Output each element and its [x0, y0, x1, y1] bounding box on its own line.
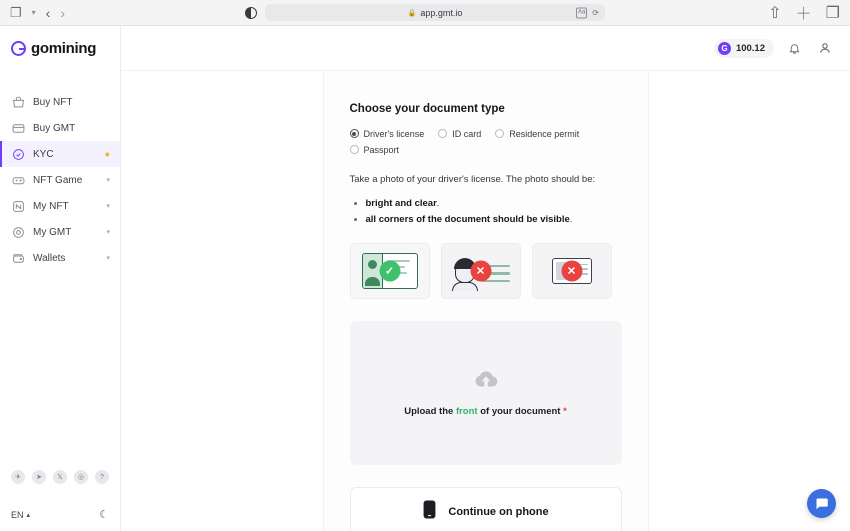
chevron-down-icon[interactable]: ▾ [106, 177, 110, 184]
sidebar-nav [0, 89, 120, 271]
continue-on-phone-label: Continue on phone [448, 505, 549, 518]
doc-type-label: Passport [363, 144, 400, 155]
doc-type-label: ID card [452, 128, 482, 139]
coin-icon [11, 225, 25, 239]
logo[interactable] [0, 26, 120, 71]
sample-good [350, 243, 430, 299]
cross-badge-icon: ✕ [561, 260, 582, 281]
radio-icon[interactable] [350, 145, 359, 154]
upload-dropzone[interactable] [350, 321, 622, 465]
upload-text-after: of your document [477, 405, 564, 417]
chevron-down-icon[interactable]: ▾ [106, 203, 110, 210]
kyc-panel [323, 71, 649, 531]
upload-cloud-icon [473, 369, 499, 394]
moon-icon[interactable]: ☾ [99, 509, 109, 521]
avatar[interactable] [815, 39, 834, 58]
bell-icon[interactable] [786, 40, 803, 57]
requirement-strong: all corners of the document should be visible [365, 213, 570, 225]
app-root [0, 26, 850, 531]
sidebar-item-label: NFT Game [33, 174, 83, 186]
chevron-up-icon: ▴ [26, 511, 31, 519]
twitter-icon[interactable]: 𝕏 [53, 470, 67, 484]
topbar [121, 26, 850, 71]
shield-check-icon [11, 147, 25, 161]
forward-icon[interactable]: › [60, 4, 66, 21]
upload-text-before: Upload the [404, 405, 456, 417]
check-badge-icon: ✓ [379, 260, 400, 281]
address-bar[interactable] [265, 4, 605, 21]
sidebar-footer [0, 470, 120, 531]
sidebar-toggle-icon[interactable]: ❐ [10, 4, 22, 20]
sidebar-item-my-gmt[interactable] [0, 219, 120, 245]
help-icon[interactable]: ? [95, 470, 109, 484]
upload-highlight: front [455, 405, 478, 417]
language-selector[interactable] [11, 510, 30, 520]
gomining-logo-icon [11, 41, 26, 56]
sidebar-item-label: Wallets [33, 252, 66, 264]
address-bar-group [245, 4, 605, 21]
radio-icon[interactable] [438, 129, 447, 138]
language-label: EN [11, 509, 24, 520]
logo-text: gomining [31, 40, 97, 57]
url-text: app.gmt.io [420, 7, 463, 18]
radio-icon[interactable] [350, 129, 359, 138]
radio-icon[interactable] [495, 129, 504, 138]
requirement-rest: . [569, 213, 573, 225]
sidebar-item-my-nft[interactable] [0, 193, 120, 219]
browser-toolbar [0, 0, 850, 26]
chevron-down-icon[interactable]: ▾ [106, 255, 110, 262]
requirement-rest: . [436, 198, 440, 210]
reader-size-icon[interactable]: Aa [576, 7, 587, 18]
sidebar-item-label: Buy GMT [33, 122, 76, 134]
support-chat-button[interactable] [807, 489, 836, 518]
lock-icon: 🔒 [407, 9, 417, 17]
sidebar-item-kyc[interactable] [0, 141, 120, 167]
requirement-strong: bright and clear [365, 198, 437, 210]
discord-icon[interactable]: ◎ [74, 470, 88, 484]
sample-images [350, 243, 622, 299]
share-icon[interactable]: ⇧ [768, 4, 782, 22]
balance-amount: 100.12 [735, 42, 765, 54]
sidebar-item-label: My GMT [33, 226, 72, 238]
doc-type-id-card[interactable] [438, 129, 481, 139]
chevron-down-icon[interactable]: ▾ [31, 8, 36, 17]
requirements-list [350, 196, 622, 226]
chevron-down-icon[interactable]: ▾ [106, 229, 110, 236]
required-mark: * [563, 405, 567, 417]
list-item [366, 196, 622, 211]
bag-icon [11, 95, 25, 109]
sidebar-item-nft-game[interactable] [0, 167, 120, 193]
sidebar-item-buy-gmt[interactable] [0, 115, 120, 141]
reload-icon[interactable]: ⟳ [592, 8, 599, 17]
doc-type-passport[interactable] [350, 145, 400, 155]
sidebar [0, 26, 121, 531]
card-icon [11, 121, 25, 135]
content-scroll [121, 71, 850, 531]
wallet-icon [11, 251, 25, 265]
balance-badge[interactable] [714, 39, 774, 58]
status-dot-icon: ● [104, 149, 110, 159]
send-icon[interactable]: ➤ [32, 470, 46, 484]
sidebar-item-label: KYC [33, 148, 54, 160]
tabs-icon[interactable]: ❐ [825, 4, 840, 22]
doc-type-residence-permit[interactable] [495, 129, 579, 139]
doc-type-label: Residence permit [509, 128, 580, 139]
social-links [11, 470, 109, 484]
document-type-group [350, 129, 622, 155]
back-icon[interactable]: ‹ [45, 4, 51, 21]
sidebar-item-buy-nft[interactable] [0, 89, 120, 115]
new-tab-icon[interactable]: ＋ [795, 6, 812, 23]
gmt-coin-icon: G [718, 42, 731, 55]
sample-bad-cropped [532, 243, 612, 299]
sidebar-item-label: Buy NFT [33, 96, 73, 108]
telegram-icon[interactable]: ✈ [11, 470, 25, 484]
continue-on-phone-button[interactable] [350, 487, 622, 531]
sample-bad-selfie [441, 243, 521, 299]
game-icon [11, 173, 25, 187]
list-item [366, 212, 622, 227]
upload-label [404, 406, 567, 417]
contrast-icon[interactable] [245, 7, 257, 19]
doc-type-label: Driver's license [363, 128, 425, 139]
page-title: Choose your document type [349, 102, 505, 115]
sidebar-item-wallets[interactable] [0, 245, 120, 271]
chat-icon [814, 496, 829, 511]
phone-icon [422, 500, 437, 524]
doc-type-drivers-license[interactable] [350, 129, 425, 139]
cross-badge-icon: ✕ [470, 260, 491, 281]
sidebar-item-label: My NFT [33, 200, 69, 212]
nft-icon [11, 199, 25, 213]
main-area [121, 26, 850, 531]
instructions-text: Take a photo of your driver's license. The photo should be: [349, 173, 596, 185]
